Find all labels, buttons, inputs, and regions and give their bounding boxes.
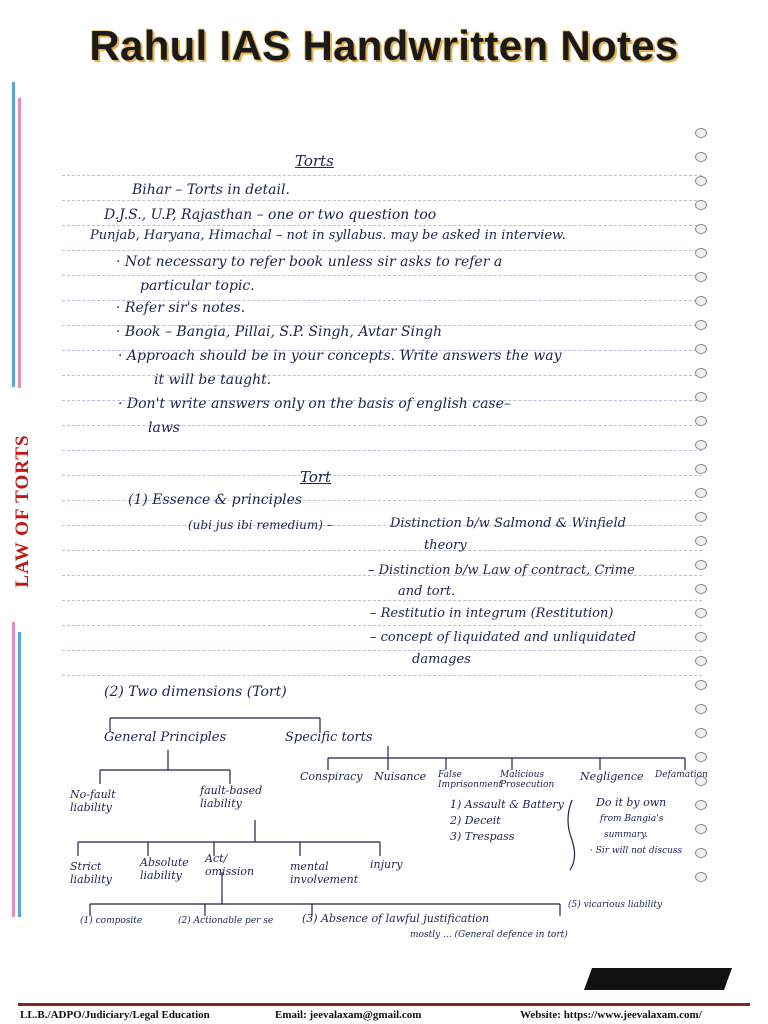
note-line: · Not necessary to refer book unless sir asks to refer a — [116, 254, 503, 270]
note-item: (2) Two dimensions (Tort) — [104, 684, 287, 700]
tree-node: (5) vicarious liability — [568, 900, 663, 910]
note-line: particular topic. — [140, 278, 255, 294]
note-line: Bihar – Torts in detail. — [132, 182, 290, 198]
note-sub: theory — [424, 538, 467, 553]
heading-torts: Torts — [295, 152, 334, 170]
tree-node: Act/ omission — [205, 852, 255, 878]
footer-website-link[interactable]: Website: https://www.jeevalaxam.com/ — [520, 1009, 702, 1021]
tree-note: Do it by own — [596, 796, 667, 809]
footer-email-link[interactable]: Email: jeevalaxam@gmail.com — [275, 1009, 422, 1021]
tree-node: injury — [370, 858, 403, 871]
note-line: · Approach should be in your concepts. Write answers the way — [118, 348, 562, 364]
note-sub: and tort. — [398, 584, 456, 599]
tree-node: Malicious Prosecution — [500, 770, 555, 790]
note-sub: Distinction b/w Salmond & Winfield — [390, 516, 626, 531]
tree-node: Specific torts — [285, 730, 373, 745]
heading-tort: Tort — [300, 468, 332, 486]
tree-node: (3) Absence of lawful justification — [302, 912, 490, 925]
note-sub: – Distinction b/w Law of contract, Crime — [368, 563, 635, 578]
note-sub: (ubi jus ibi remedium) – — [188, 518, 333, 532]
tree-node: False Imprisonment — [438, 770, 503, 790]
page-corner-decoration — [584, 968, 732, 990]
tree-node: Conspiracy — [300, 770, 363, 783]
tree-node: Nuisance — [374, 770, 427, 783]
tree-note: 1) Assault & Battery — [450, 798, 564, 811]
note-line: Punjab, Haryana, Himachal – not in syllabus. may be asked in interview. — [90, 228, 566, 243]
tree-note: · Sir will not discuss — [590, 846, 683, 856]
tree-node: Absolute liability — [140, 856, 189, 882]
note-line: · Don't write answers only on the basis of english case– — [118, 396, 511, 412]
tree-note: mostly ... (General defence in tort) — [410, 930, 568, 940]
note-line: · Book – Bangia, Pillai, S.P. Singh, Avtar Singh — [116, 324, 442, 340]
tree-node: Strict liability — [70, 860, 112, 886]
note-sub: – Restitutio in integrum (Restitution) — [370, 606, 614, 621]
footer-divider — [18, 1003, 750, 1006]
tree-note: from Bangia's — [600, 814, 664, 824]
note-line: laws — [148, 420, 180, 436]
tree-node: General Principles — [104, 730, 227, 745]
tree-node: No-fault liability — [70, 788, 116, 814]
tree-note: 3) Trespass — [450, 830, 515, 843]
tree-node: fault-based liability — [200, 784, 263, 810]
tree-note: 2) Deceit — [450, 814, 501, 827]
tree-node: mental involvement — [290, 860, 359, 886]
note-sub: damages — [412, 652, 471, 667]
tree-node: (1) composite — [80, 916, 143, 926]
note-line: · Refer sir's notes. — [116, 300, 246, 316]
tree-node: (2) Actionable per se — [178, 916, 274, 926]
tree-note: summary. — [604, 830, 648, 840]
tree-node: Defamation — [655, 770, 708, 780]
note-item: (1) Essence & principles — [128, 492, 303, 508]
note-sub: – concept of liquidated and unliquidated — [370, 630, 636, 645]
footer-courses: LL.B./ADPO/Judiciary/Legal Education — [20, 1009, 210, 1021]
note-line: it will be taught. — [154, 372, 272, 388]
tree-node: Negligence — [580, 770, 644, 783]
side-subject-label: LAW OF TORTS — [12, 434, 33, 588]
page-title: Rahul IAS Handwritten Notes — [89, 22, 679, 69]
note-line: D.J.S., U.P, Rajasthan – one or two question too — [104, 207, 437, 223]
